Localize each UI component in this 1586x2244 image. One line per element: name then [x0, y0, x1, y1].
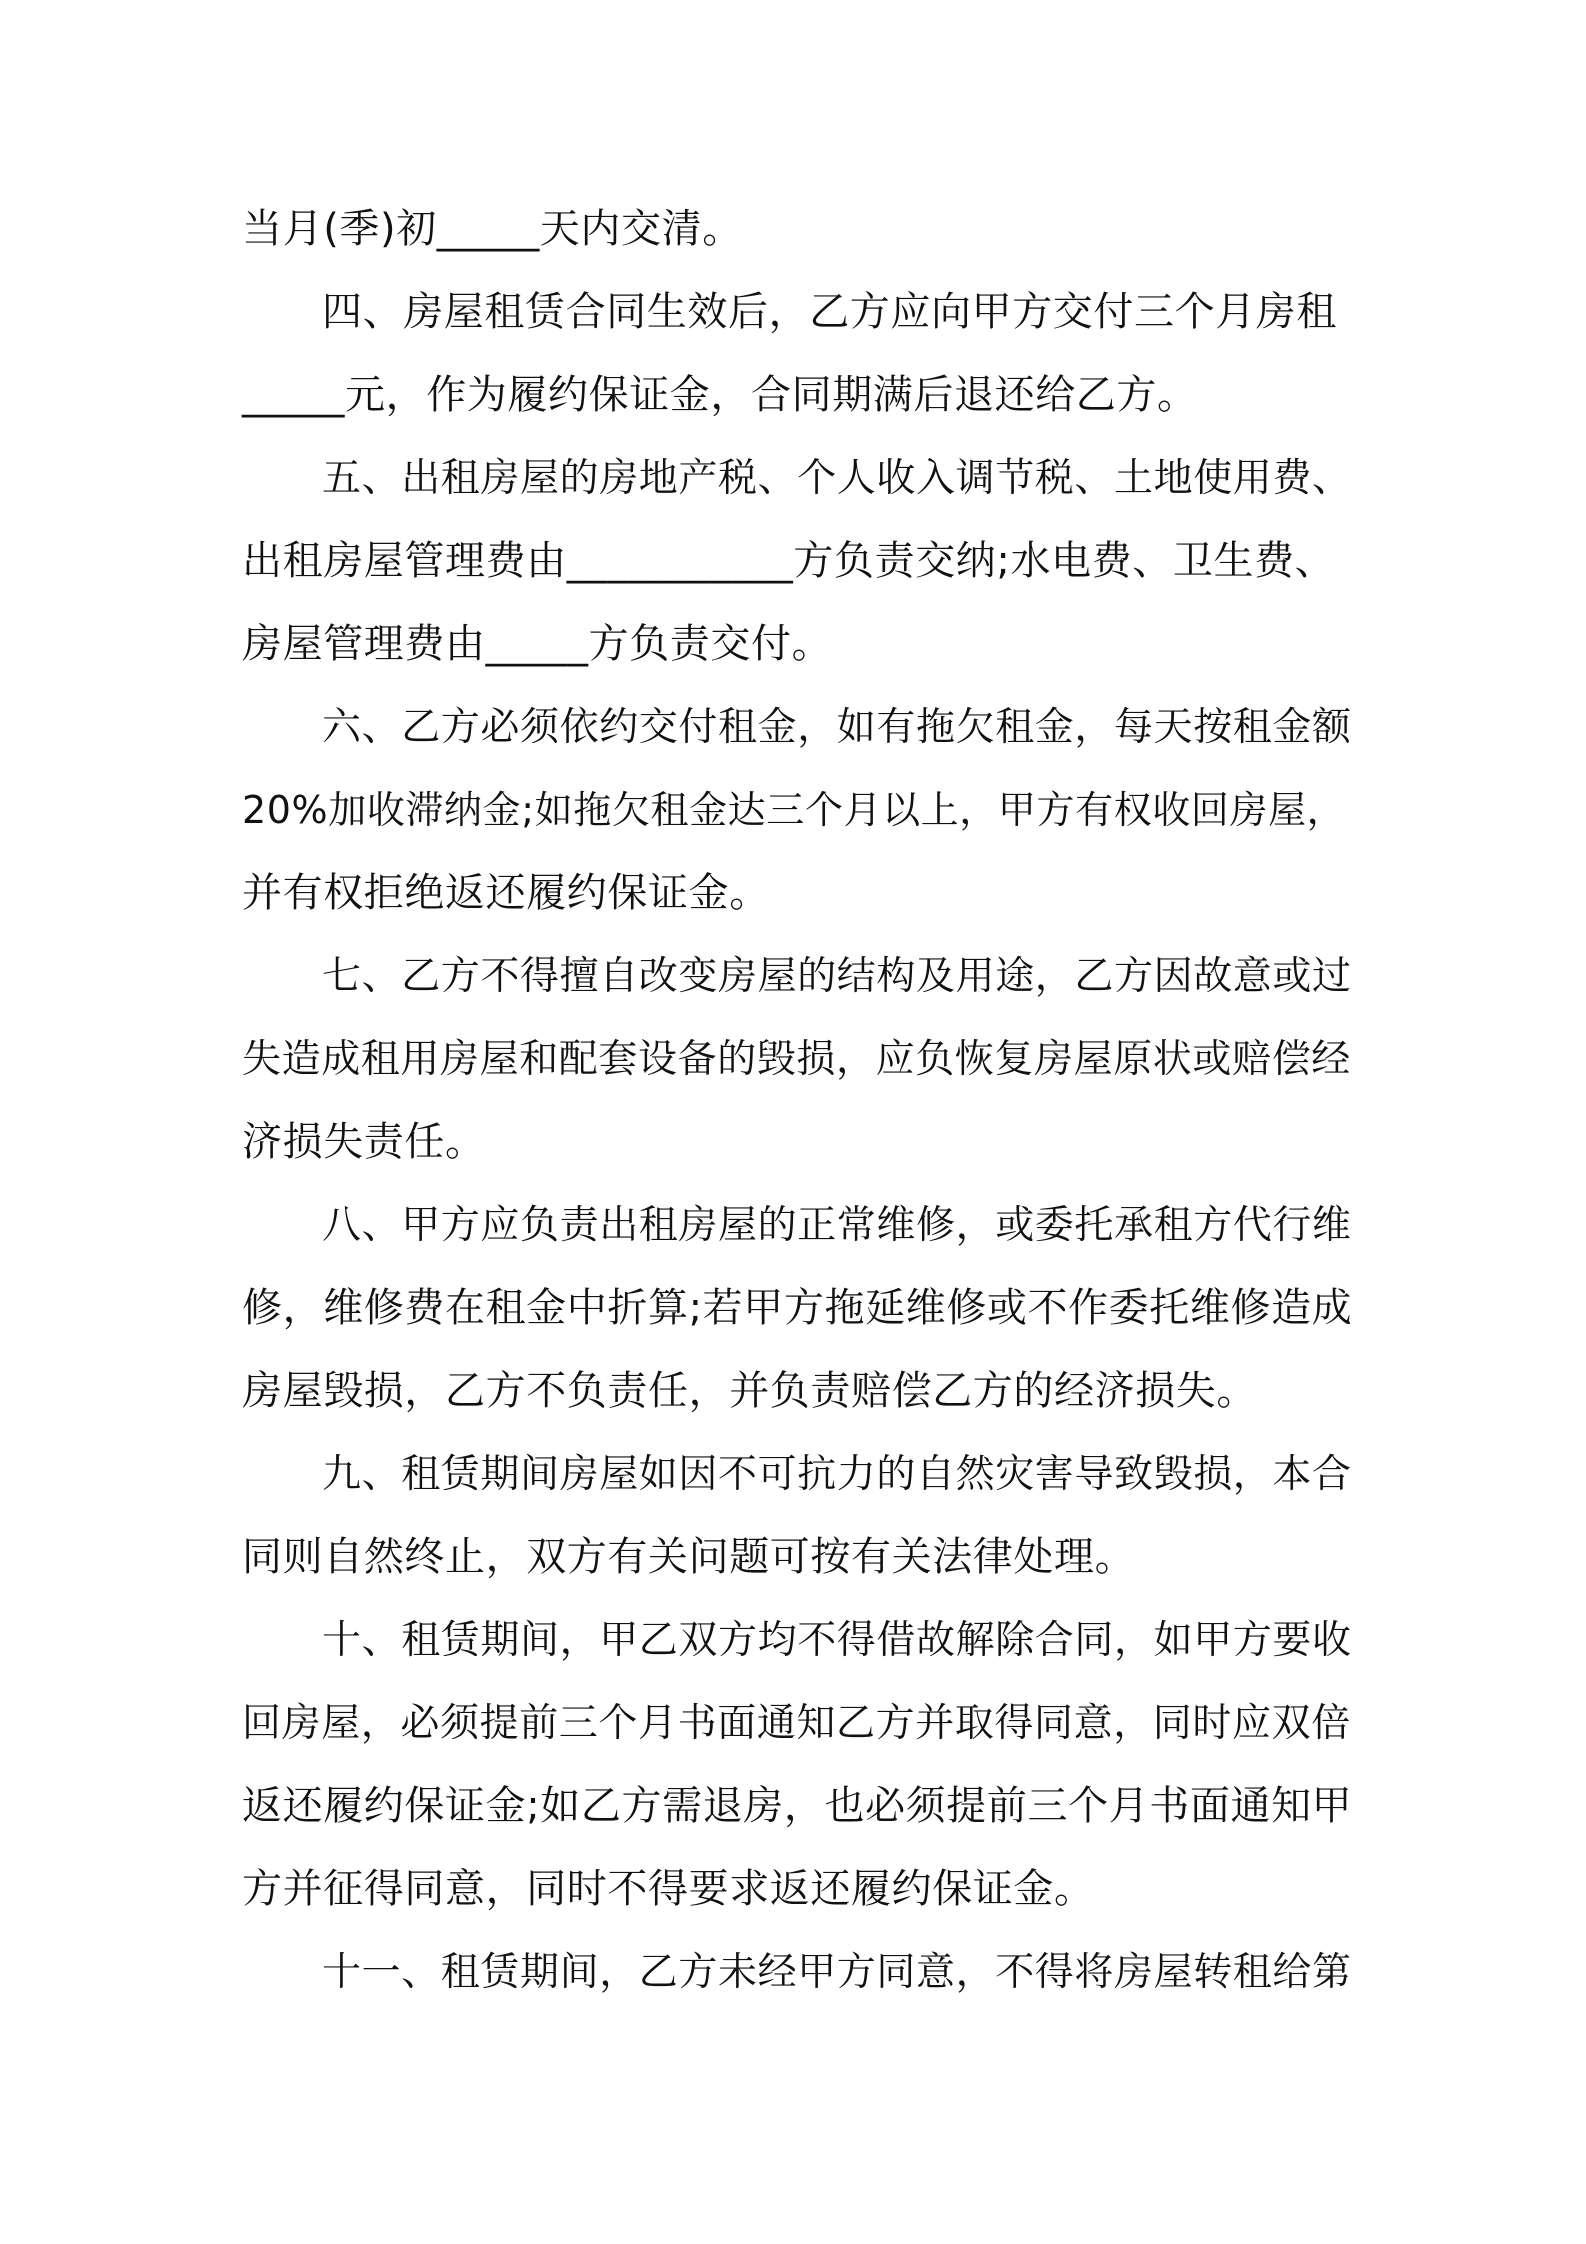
text-line: 修，维修费在租金中折算;若甲方拖延维修或不作委托维修造成 [242, 1285, 1353, 1331]
clause-11-line-1: 十一、租赁期间，乙方未经甲方同意，不得将房屋转租给第 [322, 1950, 1352, 1995]
text-line: 并有权拒绝返还履约保证金。 [242, 870, 770, 916]
text-line: 方并征得同意，同时不得要求返还履约保证金。 [242, 1866, 1095, 1912]
clause-7-line-1: 七、乙方不得擅自改变房屋的结构及用途，乙方因故意或过 [322, 954, 1352, 999]
contract-body [242, 188, 1352, 2014]
text-line: 失造成租用房屋和配套设备的毁损，应负恢复房屋原状或赔偿经 [242, 1037, 1351, 1082]
clause-5-line-1: 五、出租房屋的房地产税、个人收入调节税、土地使用费、 [322, 456, 1352, 501]
clause-10-line-1: 十、租赁期间，甲乙双方均不得借故解除合同，如甲方要收 [322, 1618, 1352, 1663]
text-line: 出租房屋管理费由___________方负责交纳;水电费、卫生费、 [242, 538, 1336, 584]
text-line: 当月(季)初_____天内交清。 [242, 206, 743, 252]
clause-8-line-1: 八、甲方应负责出租房屋的正常维修，或委托承租方代行维 [322, 1203, 1352, 1248]
text-line: 回房屋，必须提前三个月书面通知乙方并取得同意，同时应双倍 [242, 1701, 1351, 1746]
text-line: 房屋毁损，乙方不负责任，并负责赔偿乙方的经济损失。 [242, 1368, 1257, 1414]
text-line: 房屋管理费由_____方负责交付。 [242, 621, 833, 667]
text-line: _____元，作为履约保证金，合同期满后退还给乙方。 [242, 372, 1198, 418]
clause-9-line-1: 九、租赁期间房屋如因不可抗力的自然灾害导致毁损，本合 [322, 1452, 1352, 1497]
clause-6-line-1: 六、乙方必须依约交付租金，如有拖欠租金，每天按租金额 [322, 705, 1352, 750]
text-line: 济损失责任。 [242, 1119, 486, 1165]
clause-4-line-1: 四、房屋租赁合同生效后，乙方应向甲方交付三个月房租 [322, 289, 1337, 335]
text-line: 返还履约保证金;如乙方需退房，也必须提前三个月书面通知甲 [242, 1783, 1353, 1829]
text-line: 20%加收滞纳金;如拖欠租金达三个月以上，甲方有权收回房屋， [242, 788, 1346, 832]
text-line: 同则自然终止，双方有关问题可按有关法律处理。 [242, 1534, 1136, 1580]
